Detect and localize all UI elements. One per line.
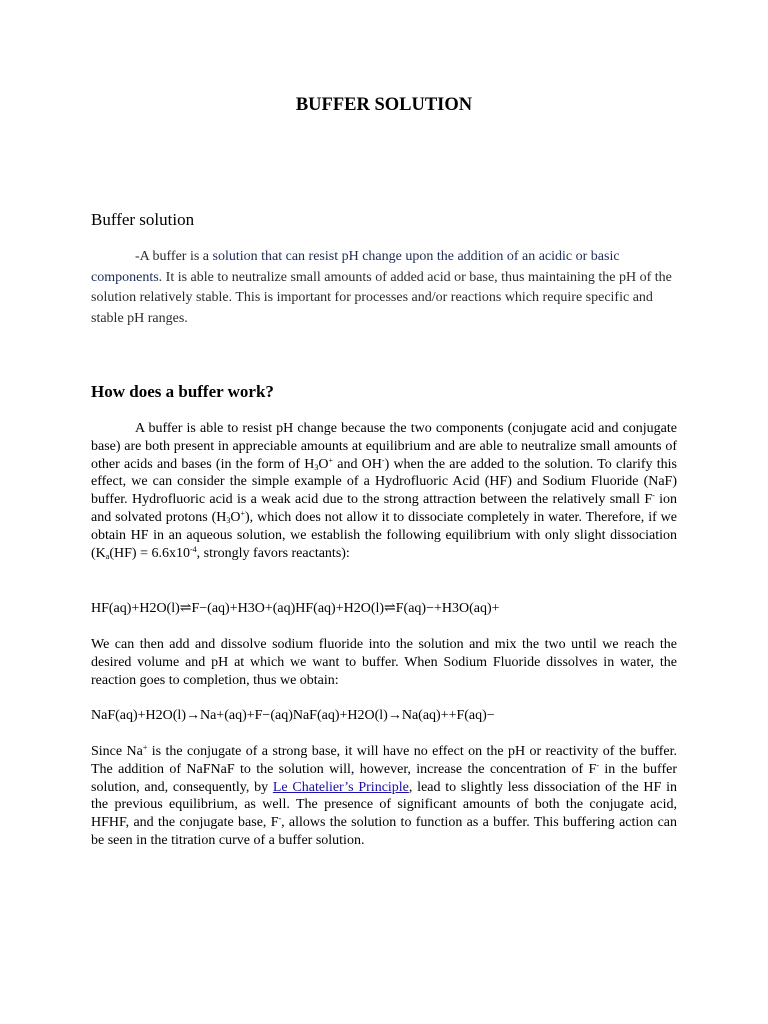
p1-text-a: -A buffer is a [135,249,213,264]
p2-text: and OH [333,456,382,472]
p2-text: ), which does not allow it to dissociate completely in water. Therefore, if we obtain HF in an aqueous solution, we establish the following equilibrium with only slight dissociation (K [91,509,677,561]
p2-text: O [230,509,241,525]
superscript: + [142,743,148,752]
section-heading-how-buffer-works: How does a buffer work? [91,382,274,401]
document-title: BUFFER SOLUTION [295,95,473,115]
p1-text-c: . It is able to neutralize small amounts of added acid or base, thus maintaining the pH of the solution relatively stable. This is important for processes and/or reactions which require specific and stable pH ranges. [91,269,672,326]
p2-text: , strongly favors reactants): [196,545,350,561]
p4-text: , allows the solution to function as a buffer. This buffering action can be seen in the titration curve of a buffer solution. [91,815,677,848]
p2-text: ion and solvated protons (H [91,492,677,525]
le-chatelier-link[interactable]: Le Chatelier’s Principle [272,779,409,795]
p4-text: is the conjugate of a strong base, it will have no effect on the pH or reactivity of the buffer. The addition of NaFNaF to the solution will, however, increase the concentration of F [91,744,677,777]
superscript: -4 [189,544,197,554]
subscript: a [105,551,110,561]
paragraph-buffer-mechanism [91,420,677,562]
superscript: + [240,508,246,518]
paragraph-buffer-definition [91,247,677,329]
subscript: 3 [226,515,231,525]
p2-text: O [318,456,329,472]
superscript: - [596,760,599,770]
p4-text: , lead to slightly less dissociation of the HF in the previous equilibrium, as well. The presence of significant amounts of both the conjugate acid, HFHF, and the conjugate base, F [91,779,677,831]
p1-text-highlight: solution that can resist pH change upon the addition of an acidic or basic components [91,249,620,285]
superscript: - [278,814,282,824]
section-heading-buffer-solution: Buffer solution [91,210,195,229]
paragraph-conjugate-effect [91,743,677,850]
p2-text: ) when the are added to the solution. To clarify this effect, we can consider the simple example of a Hydrofluoric Acid (HF) and Sodium Fluoride (NaF) buffer. Hydrofluoric acid is a weak acid due to the strong attraction between the relatively small F [91,456,677,508]
paragraph-sodium-fluoride: We can then add and dissolve sodium fluoride into the solution and mix the two until we reach the desired volume and pH at which we want to buffer. When Sodium Fluoride dissolves in water, the reaction goes to completion, thus we obtain: [91,637,677,688]
p4-text: in the buffer solution, and, consequently, by [91,761,677,795]
superscript: + [328,455,334,465]
p2-text: A buffer is able to resist pH change because the two components (conjugate acid and conjugate base) are both present in appreciable amounts at equilibrium and are able to neutralize small amounts of other acids and bases (in the form of H [91,421,677,472]
p4-text: Since Na [91,744,143,759]
equation-naf-dissolution: NaF(aq)+H2O(l)→Na+(aq)+F−(aq)NaF(aq)+H2O(l)→Na(aq)++F(aq)− [91,708,495,723]
subscript: 3 [314,462,319,472]
superscript: - [652,491,655,501]
equation-hf-equilibrium: HF(aq)+H2O(l)⇌F−(aq)+H3O+(aq)HF(aq)+H2O(l)⇌F(aq)−+H3O(aq)+ [91,601,500,616]
superscript: - [381,455,385,465]
p2-text: (HF) = 6.6x10 [109,545,190,561]
